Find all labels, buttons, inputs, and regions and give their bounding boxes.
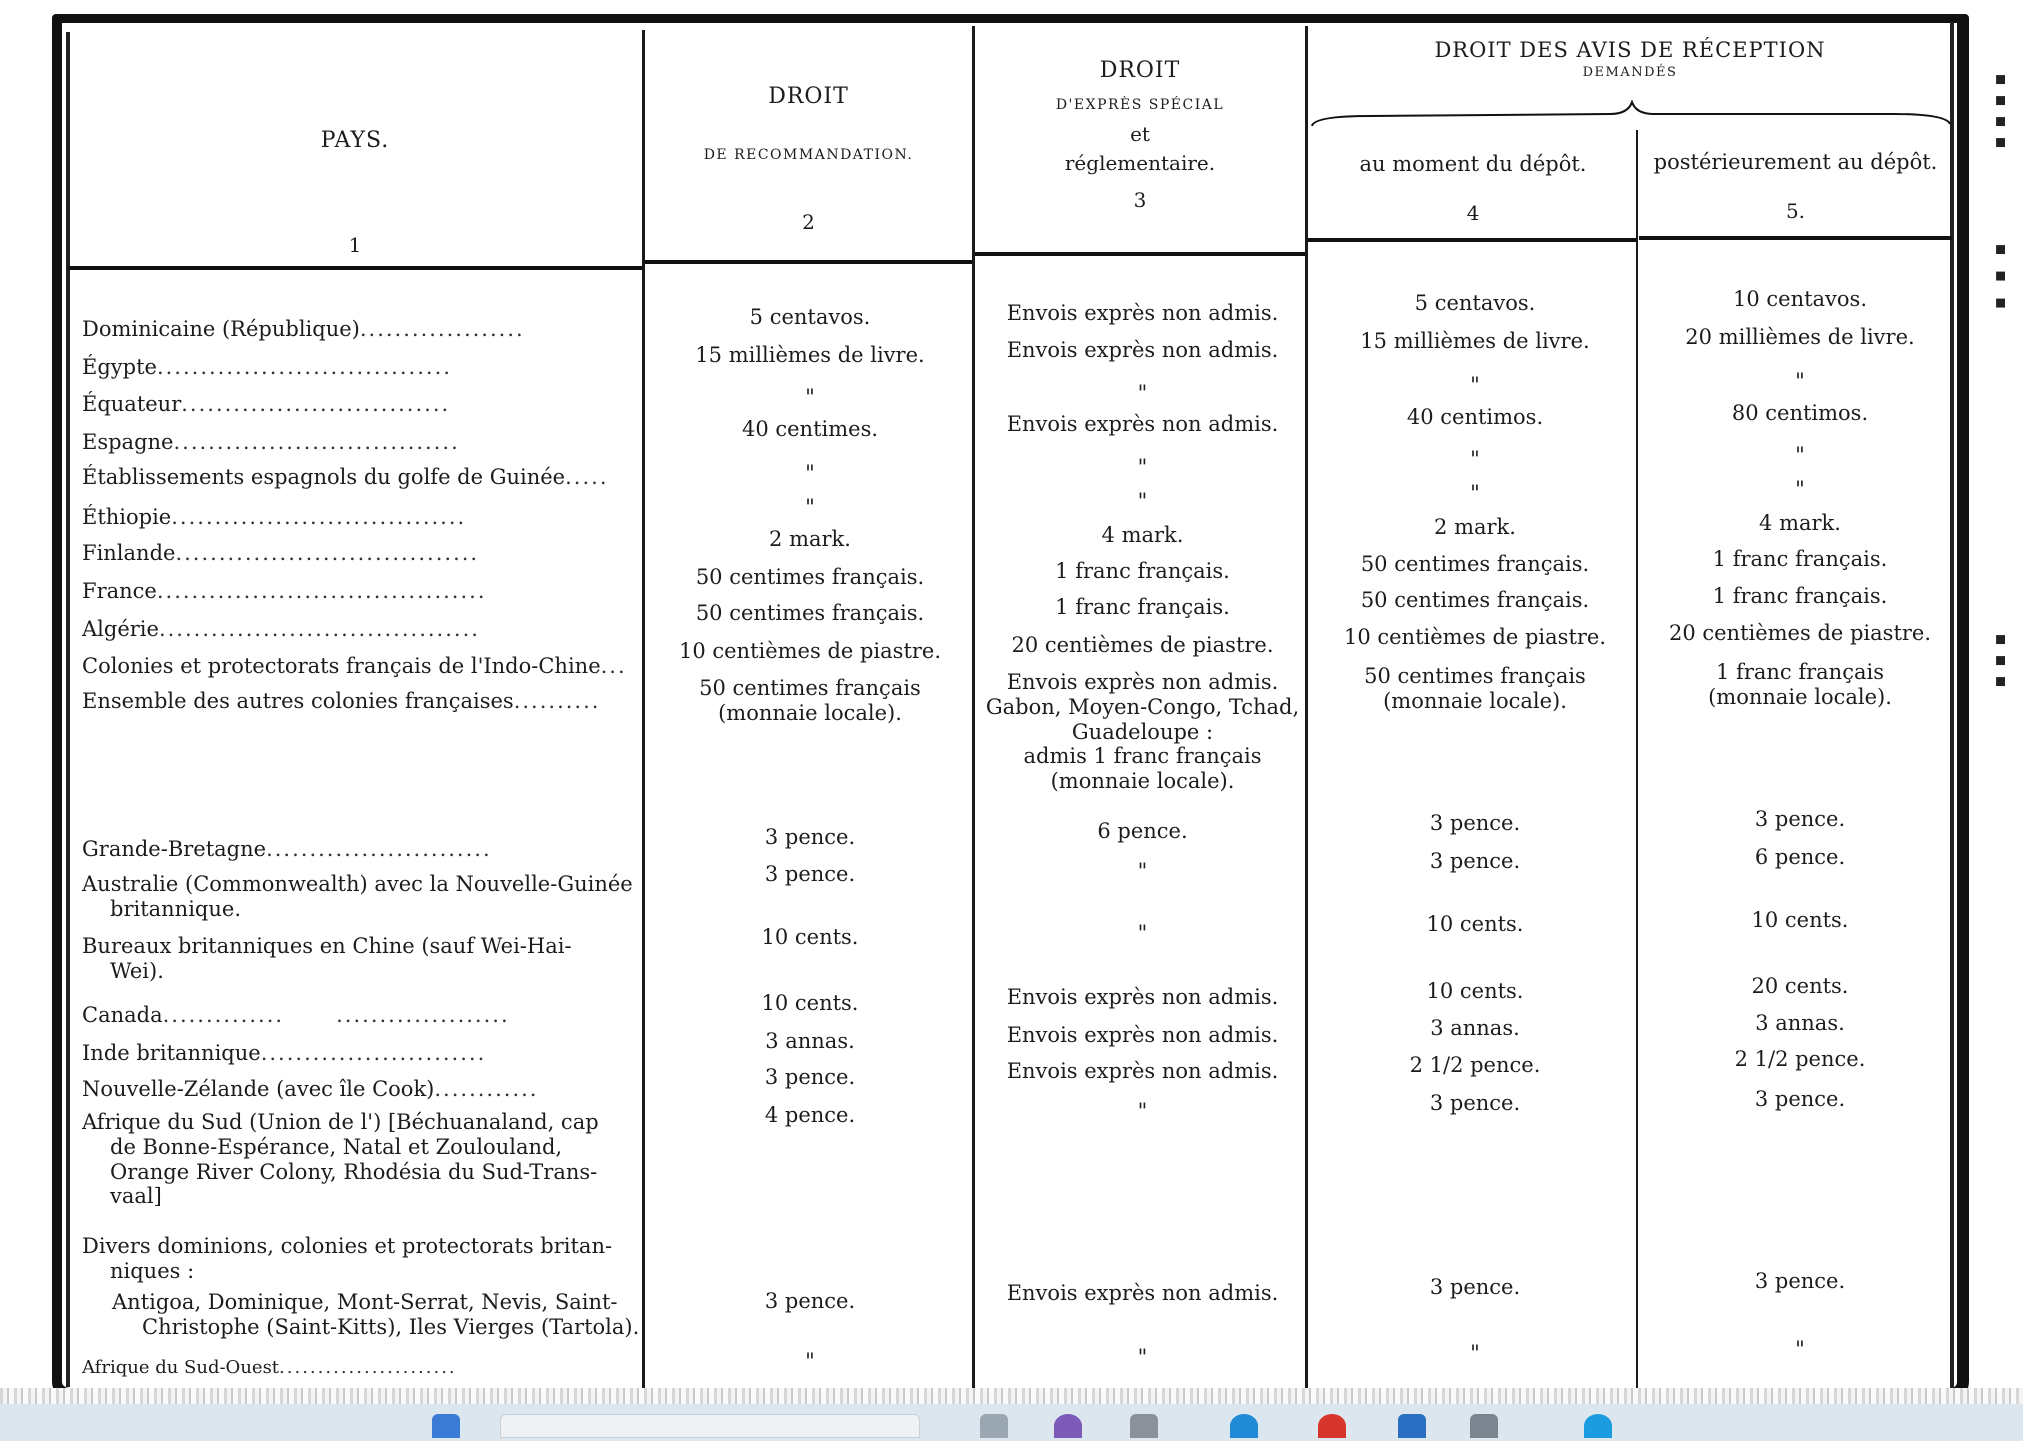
pays-label: Australie (Commonwealth) avec la Nouvelle-Guinée [82,872,633,896]
cell-recommandation: 4 pence. [764,1103,856,1127]
cell-recommandation: 50 centimes français. [695,565,925,589]
cell-line: (monnaie locale). [1050,769,1235,794]
table-row-pays [82,1042,642,1065]
header-rule-col4 [1308,238,1636,242]
cell-avis-depot: 3 annas. [1430,1016,1520,1040]
cell-recommandation: " [805,461,815,485]
column-rule-3-4 [1305,26,1308,1388]
cell-expres: 4 mark. [1101,523,1184,547]
pays-label: France [82,579,157,603]
cell-avis-depot: 50 centimes français. [1360,588,1590,612]
table-row-pays [82,934,642,984]
cell-avis-posterieur: 3 pence. [1754,807,1846,831]
pays-label-cont: niques : [110,1258,195,1283]
cell-avis-posterieur: 1 franc français. [1712,584,1888,608]
cell-avis-posterieur: 3 pence. [1754,1087,1846,1111]
table-row-pays [82,356,642,379]
cell-line: admis 1 franc français [1023,744,1262,769]
header-avis-posterieur [1639,148,1952,225]
cell-avis-depot: " [1470,1341,1480,1365]
leader-dots: ..... [565,465,609,489]
taskbar-app-icon[interactable] [1470,1414,1498,1438]
cell-avis-posterieur: " [1795,1337,1805,1361]
cell-avis-depot: 10 cents. [1426,979,1524,1003]
cell-expres: " [1137,489,1148,513]
cell-avis-depot: 15 millièmes de livre. [1360,329,1590,353]
cell-recommandation: 10 cents. [761,925,859,949]
cell-line: (monnaie locale). [1383,688,1567,713]
cell-recommandation: 10 centièmes de piastre. [678,639,942,663]
header-pays-num: 1 [348,233,362,257]
cell-avis-depot: 2 mark. [1434,515,1516,539]
cell-avis-posterieur: 20 centièmes de piastre. [1668,621,1932,645]
header-expres-sub3: réglementaire. [1064,150,1216,175]
table-row-pays [82,506,642,529]
header-avis-title: DROIT DES AVIS DE RÉCEPTION [1434,38,1826,62]
pays-label: Canada [82,1003,163,1027]
cell-recommandation: 40 centimes. [741,417,879,441]
taskbar-app-icon[interactable] [1318,1414,1346,1438]
cell-line: 1 franc français [1716,660,1884,684]
header-rule-col1 [68,266,642,270]
cell-expres: Envois exprès non admis. [1006,412,1279,436]
cell-expres: 1 franc français. [1055,595,1230,619]
header-avis-group [1310,36,1950,82]
table-row-pays [82,1110,642,1209]
scan-noise-band [0,1388,2023,1404]
table-row-pays [82,655,642,678]
cell-expres: 1 franc français. [1055,559,1230,583]
header-expres-sub1: D'EXPRÈS SPÉCIAL [1055,96,1225,113]
cell-avis-depot: 3 pence. [1429,849,1521,873]
cell-recommandation: 3 pence. [764,825,856,849]
header-rule-col2 [645,260,972,264]
cell-avis-posterieur: 1 franc français. [1712,547,1888,571]
pays-label-cont: britannique. [110,896,241,921]
cell-expres: " [1137,1099,1148,1123]
pays-label: Antigoa, Dominique, Mont-Serrat, Nevis, Saint- [112,1290,618,1314]
cell-avis-posterieur: 20 millièmes de livre. [1685,325,1915,349]
pays-label-cont: de Bonne-Espérance, Natal et Zoulouland, [110,1134,563,1159]
cell-line: Envois exprès non admis. [1006,670,1279,694]
cell-avis-depot: 10 centièmes de piastre. [1343,625,1607,649]
header-recommandation-title: DROIT [768,84,849,109]
cell-avis-depot: 3 pence. [1429,1275,1521,1299]
header-rule-col3 [975,252,1305,256]
table-row-pays [82,318,642,341]
cell-expres: " [1137,1345,1148,1369]
table-row-pays [82,466,642,489]
cell-line: (monnaie locale). [1708,684,1892,709]
pays-label: Égypte [82,355,157,379]
cell-recommandation: " [805,385,815,409]
pays-label: Colonies et protectorats français de l'Indo-Chine [82,654,601,678]
cell-avis-posterieur: " [1795,477,1805,501]
cell-avis-depot: 3 pence. [1429,1091,1521,1115]
cell-avis-posterieur: 10 cents. [1751,908,1849,932]
header-avis-posterieur-title: postérieurement au dépôt. [1653,150,1938,174]
header-avis-sub: DEMANDÉS [1582,65,1678,81]
pays-label: Nouvelle-Zélande (avec île Cook) [82,1077,435,1101]
cell-avis-posterieur: 6 pence. [1754,845,1846,869]
cell-recommandation: " [805,1349,815,1373]
pays-label-cont: Wei). [110,958,164,983]
frame-inner-left-rule [66,32,70,1387]
header-pays-title: PAYS. [320,128,390,153]
header-avis-posterieur-num: 5. [1785,199,1806,224]
table-row-pays [82,431,642,454]
cell-avis-posterieur: " [1795,443,1805,467]
cell-avis-depot: 3 pence. [1429,811,1521,835]
pays-label: Espagne [82,430,174,454]
pays-label: Inde britannique [82,1041,261,1065]
header-pays [75,126,635,156]
taskbar-app-icon[interactable] [1054,1414,1082,1438]
cell-expres: " [1137,859,1148,883]
taskbar-app-icon[interactable] [432,1414,460,1438]
cell-avis-depot: 50 centimes français. [1360,552,1590,576]
leader-dots: ............................... [181,392,451,416]
column-rule-2-3 [972,26,975,1388]
margin-scan-fragment: ▪ ▪ ▪ [1990,240,2011,315]
cell-recommandation: 2 mark. [769,527,851,551]
cell-avis-depot [1315,664,1635,714]
column-rule-4-5 [1636,130,1638,1388]
cell-avis-depot: 10 cents. [1426,912,1524,936]
cell-expres: Envois exprès non admis. [1006,1059,1279,1083]
cell-expres: Envois exprès non admis. [1006,985,1279,1009]
header-avis-depot [1310,150,1636,227]
cell-avis-depot: " [1470,373,1480,397]
table-row-pays [82,1078,642,1101]
header-recommandation-sub: DE RECOMMANDATION. [703,146,914,163]
header-expres-title: DROIT [1099,58,1181,83]
taskbar-app-icon[interactable] [1584,1414,1612,1438]
header-pays-number [75,232,635,259]
table-row-pays [82,393,642,416]
pays-label: Algérie [82,617,159,641]
cell-expres [980,670,1305,794]
pays-label-cont: Christophe (Saint-Kitts), Iles Vierges (Tartola). [142,1314,640,1339]
table-row-pays [82,1358,642,1378]
pays-label: Établissements espagnols du golfe de Guinée [82,465,566,489]
cell-expres: 6 pence. [1097,819,1188,843]
cell-expres: " [1137,381,1148,405]
cell-recommandation: 15 millièmes de livre. [695,343,925,367]
taskbar [0,1404,2023,1441]
cell-recommandation: 3 annas. [765,1029,855,1053]
table-row-pays [82,872,642,922]
pays-label: Éthiopie [82,505,172,529]
header-recommandation [645,82,972,236]
leader-dots: ............ [434,1077,539,1101]
leader-dots: .............. .................... [162,1003,510,1027]
pays-label-cont: vaal] [110,1184,162,1209]
pays-label: Grande-Bretagne [82,837,267,861]
table-row-pays [82,1290,642,1340]
cell-expres: Envois exprès non admis. [1006,1023,1279,1047]
pays-label: Ensemble des autres colonies françaises [82,689,514,713]
table-row-pays [82,580,642,603]
leader-dots: .................................. [156,355,452,379]
cell-expres: 20 centièmes de piastre. [1011,633,1274,657]
header-expres-num: 3 [1133,187,1147,212]
cell-avis-posterieur: 4 mark. [1759,511,1841,535]
leader-dots: ................... [359,317,525,341]
header-rule-col5 [1639,236,1952,240]
table-row-pays [82,1004,642,1027]
cell-recommandation: 50 centimes français. [695,601,925,625]
cell-recommandation: 3 pence. [764,1289,856,1313]
taskbar-app-icon[interactable] [1398,1414,1426,1438]
cell-avis-depot: " [1470,481,1480,505]
header-expres [975,56,1305,214]
cell-avis-posterieur: 80 centimos. [1731,401,1869,425]
header-avis-depot-title: au moment du dépôt. [1359,152,1587,176]
cell-avis-posterieur: 10 centavos. [1732,287,1868,311]
pays-label: Divers dominions, colonies et protectorats britan- [82,1234,613,1258]
cell-avis-posterieur: 2 1/2 pence. [1734,1047,1866,1071]
leader-dots: .................................. [171,505,467,529]
cell-recommandation: 10 cents. [761,991,859,1015]
taskbar-app-icon[interactable] [980,1414,1008,1438]
group-brace [1310,100,1952,130]
taskbar-app-icon[interactable] [1130,1414,1158,1438]
margin-scan-fragment: ▪▪▪ [1990,630,2011,693]
cell-avis-posterieur: 20 cents. [1751,974,1849,998]
cell-avis-posterieur: " [1795,369,1805,393]
cell-avis-depot: 40 centimos. [1406,405,1544,429]
taskbar-search-box[interactable] [500,1414,920,1438]
pays-label: Finlande [82,541,176,565]
cell-line: (monnaie locale). [718,700,902,725]
pays-label: Bureaux britanniques en Chine (sauf Wei-Hai- [82,934,572,958]
leader-dots: ................................. [173,430,460,454]
cell-recommandation: " [805,495,815,519]
table-row-pays [82,838,642,861]
cell-expres: Envois exprès non admis. [1006,301,1279,325]
header-recommandation-num: 2 [802,209,815,234]
cell-avis-depot: 5 centavos. [1414,291,1536,315]
leader-dots: .......................... [260,1041,487,1065]
cell-avis-depot: 2 1/2 pence. [1409,1053,1541,1077]
taskbar-app-icon[interactable] [1230,1414,1258,1438]
cell-expres: Envois exprès non admis. [1006,338,1279,362]
table-row-pays [82,690,642,713]
pays-label-cont: Orange River Colony, Rhodésia du Sud-Trans- [110,1159,598,1184]
cell-line: Gabon, Moyen-Congo, Tchad, [985,694,1300,719]
cell-expres: Envois exprès non admis. [1006,1281,1279,1305]
cell-recommandation [650,676,970,726]
leader-dots: .......................... [266,837,492,861]
cell-avis-posterieur: 3 annas. [1755,1011,1845,1035]
pays-label: Afrique du Sud-Ouest [82,1357,280,1378]
leader-dots: ..................................... [158,617,480,641]
leader-dots: ....................... [279,1357,457,1378]
cell-avis-posterieur [1645,660,1955,710]
pays-label: Dominicaine (République) [82,317,360,341]
cell-avis-posterieur: 3 pence. [1754,1269,1846,1293]
cell-recommandation: 5 centavos. [749,305,871,329]
header-expres-sub2: et [1130,121,1150,146]
cell-recommandation: 3 pence. [764,862,856,886]
leader-dots: ................................... [175,541,480,565]
cell-line: Guadeloupe : [1071,719,1214,744]
pays-label: Équateur [82,392,182,416]
cell-line: 50 centimes français [1364,664,1586,688]
cell-expres: " [1137,455,1148,479]
cell-line: 50 centimes français [699,676,921,700]
header-avis-depot-num: 4 [1466,201,1480,226]
leader-dots: ...................................... [156,579,487,603]
cell-recommandation: 3 pence. [764,1065,856,1089]
cell-expres: " [1137,921,1148,945]
leader-dots: ... [600,654,627,678]
table-row-pays [82,1234,642,1284]
leader-dots: .......... [513,689,601,713]
margin-scan-fragment: ▪▪▪▪ [1990,70,2011,154]
pays-label: Afrique du Sud (Union de l') [Béchuanaland, cap [82,1110,599,1134]
table-row-pays [82,542,642,565]
cell-avis-depot: " [1470,447,1480,471]
table-row-pays [82,618,642,641]
